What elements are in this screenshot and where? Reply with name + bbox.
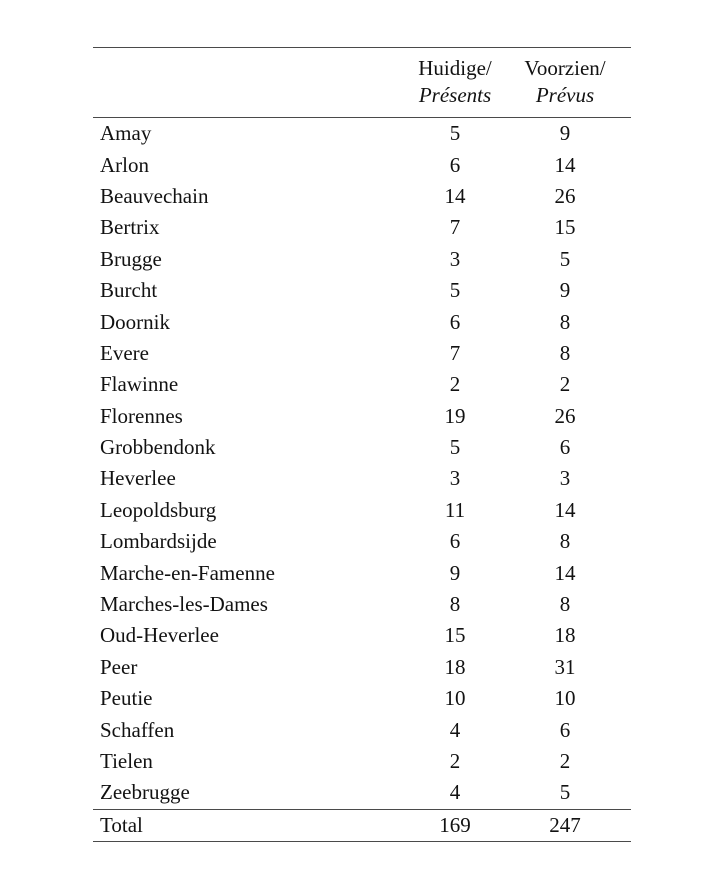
table-row bbox=[93, 118, 631, 150]
huidige-value: 7 bbox=[449, 215, 461, 240]
huidige-value: 7 bbox=[449, 340, 461, 365]
voorzien-value: 6 bbox=[559, 717, 571, 742]
huidige-value: 6 bbox=[449, 529, 461, 554]
location-name: Burcht bbox=[100, 278, 158, 303]
huidige-value: 6 bbox=[449, 309, 461, 334]
table-row bbox=[93, 432, 631, 463]
voorzien-value: 15 bbox=[554, 215, 576, 240]
voorzien-value: 26 bbox=[554, 183, 576, 208]
location-name: Tielen bbox=[100, 749, 153, 773]
voorzien-value: 14 bbox=[554, 152, 576, 177]
table-row bbox=[93, 212, 631, 243]
voorzien-value: 5 bbox=[559, 246, 571, 271]
voorzien-value: 2 bbox=[559, 372, 571, 397]
voorzien-value: 6 bbox=[559, 435, 571, 460]
location-name: Bertrix bbox=[100, 215, 160, 240]
huidige-value: 5 bbox=[449, 435, 461, 460]
table-body bbox=[93, 118, 631, 810]
location-name: Arlon bbox=[100, 152, 149, 177]
huidige-value: 5 bbox=[449, 121, 461, 146]
voorzien-label-nl: Voorzien/ bbox=[524, 56, 606, 80]
table-row bbox=[93, 306, 631, 337]
voorzien-value: 5 bbox=[559, 780, 571, 805]
voorzien-value: 31 bbox=[554, 654, 576, 679]
table-row bbox=[93, 526, 631, 557]
huidige-value: 3 bbox=[449, 246, 461, 271]
voorzien-column-header bbox=[499, 48, 631, 118]
location-name: Lombardsijde bbox=[100, 529, 217, 554]
voorzien-value: 26 bbox=[554, 403, 576, 428]
huidige-value: 11 bbox=[444, 497, 466, 522]
huidige-label-nl: Huidige/ bbox=[418, 56, 492, 80]
location-name: Oud-Heverlee bbox=[100, 623, 219, 648]
voorzien-value: 8 bbox=[559, 592, 571, 617]
location-name: Grobbendonk bbox=[100, 435, 216, 460]
huidige-value: 2 bbox=[449, 749, 461, 773]
voorzien-value: 14 bbox=[554, 497, 576, 522]
location-name: Amay bbox=[100, 121, 152, 146]
table-row bbox=[93, 463, 631, 494]
location-name: Evere bbox=[100, 340, 149, 365]
huidige-value: 2 bbox=[449, 372, 461, 397]
table-row bbox=[93, 275, 631, 306]
location-name: Florennes bbox=[100, 403, 183, 428]
table-row bbox=[93, 589, 631, 620]
personnel-table bbox=[93, 47, 631, 842]
table-row bbox=[93, 557, 631, 588]
table-row bbox=[93, 369, 631, 400]
voorzien-value: 18 bbox=[554, 623, 576, 648]
voorzien-value: 9 bbox=[559, 121, 571, 146]
huidige-value: 19 bbox=[444, 403, 466, 428]
huidige-value: 9 bbox=[449, 560, 461, 585]
table-row bbox=[93, 401, 631, 432]
huidige-value: 4 bbox=[449, 717, 461, 742]
location-name: Peutie bbox=[100, 686, 153, 711]
table-row bbox=[93, 652, 631, 683]
table-row bbox=[93, 338, 631, 369]
table-row bbox=[93, 777, 631, 809]
voorzien-value: 8 bbox=[559, 340, 571, 365]
voorzien-value: 3 bbox=[559, 466, 571, 491]
huidige-column-header bbox=[411, 48, 499, 118]
table-row bbox=[93, 620, 631, 651]
location-name: Peer bbox=[100, 654, 138, 679]
huidige-label-fr: Présents bbox=[418, 83, 492, 107]
total-row bbox=[93, 809, 631, 842]
voorzien-value: 8 bbox=[559, 309, 571, 334]
location-name: Beauvechain bbox=[100, 183, 209, 208]
huidige-value: 10 bbox=[444, 686, 466, 711]
voorzien-value: 14 bbox=[554, 560, 576, 585]
total-huidige-value: 169 bbox=[411, 809, 499, 842]
total-label: Total bbox=[93, 809, 411, 842]
location-column-header bbox=[93, 48, 411, 118]
huidige-value: 15 bbox=[444, 623, 466, 648]
huidige-value: 6 bbox=[449, 152, 461, 177]
table-row bbox=[93, 181, 631, 212]
location-name: Marche-en-Famenne bbox=[100, 560, 275, 585]
location-name: Schaffen bbox=[100, 717, 175, 742]
voorzien-value: 8 bbox=[559, 529, 571, 554]
table-row bbox=[93, 149, 631, 180]
location-name: Brugge bbox=[100, 246, 162, 271]
table-row bbox=[93, 746, 631, 777]
location-name: Heverlee bbox=[100, 466, 176, 491]
voorzien-value: 9 bbox=[559, 278, 571, 303]
table-row bbox=[93, 683, 631, 714]
location-name: Zeebrugge bbox=[100, 780, 190, 805]
location-name: Leopoldsburg bbox=[100, 497, 217, 522]
voorzien-value: 10 bbox=[554, 686, 576, 711]
location-name: Marches-les-Dames bbox=[100, 592, 268, 617]
header-row bbox=[93, 48, 631, 118]
huidige-value: 5 bbox=[449, 278, 461, 303]
voorzien-label-fr: Prévus bbox=[535, 83, 595, 107]
table-row bbox=[93, 244, 631, 275]
location-name: Doornik bbox=[100, 309, 170, 334]
huidige-value: 14 bbox=[444, 183, 466, 208]
huidige-value: 18 bbox=[444, 654, 466, 679]
voorzien-value: 2 bbox=[559, 749, 571, 773]
table-row bbox=[93, 495, 631, 526]
total-voorzien-value: 247 bbox=[499, 809, 631, 842]
huidige-value: 4 bbox=[449, 780, 461, 805]
huidige-value: 8 bbox=[449, 592, 461, 617]
table-row bbox=[93, 714, 631, 745]
huidige-value: 3 bbox=[449, 466, 461, 491]
location-name: Flawinne bbox=[100, 372, 179, 397]
